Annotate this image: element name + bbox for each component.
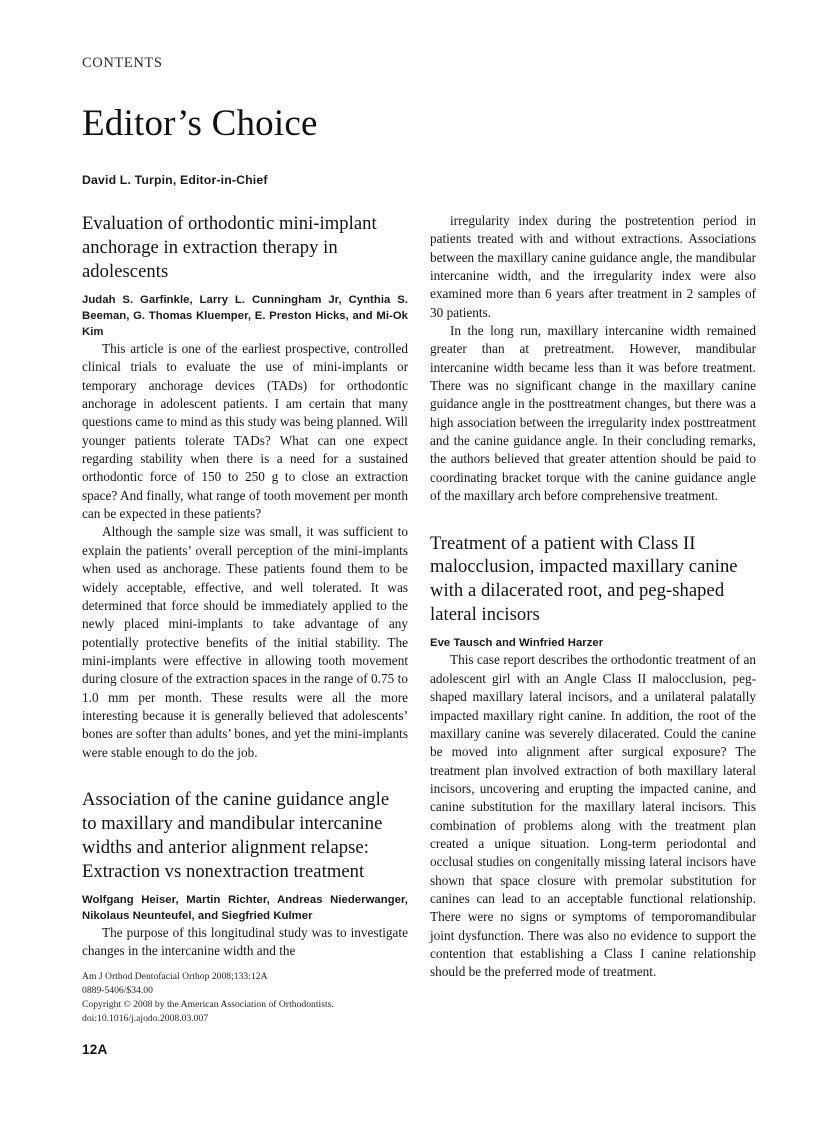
- article-title[interactable]: Treatment of a patient with Class II malocclusion, impacted maxillary canine with a dilacerated root, and peg-shaped lateral incisors: [430, 532, 738, 626]
- column-right: [430, 212, 756, 982]
- article-paragraph: In the long run, maxillary intercanine width remained greater than at pretreatment. However, mandibular intercanine width became less than it was before treatment. There was no significant change in the maxillary canine guidance angle in the posttreatment changes, but there was a high association between the irregularity index posttreatment and the canine guidance angle. In their concluding remarks, the authors believed that greater attention should be paid to coordinating bracket torque with the canine guidance angle of the maxillary arch before comprehensive treatment.: [430, 323, 756, 504]
- masthead: [82, 56, 762, 187]
- article-paragraph: Although the sample size was small, it was sufficient to explain the patients’ overall perception of the mini-implants when used as anchorage. These patients found them to be widely acceptable, effective, and well tolerated. It was determined that force should be immediately applied to the newly placed mini-implants to take advantage of any potentially protective benefits of the initial stability. The mini-implants were effective in allowing tooth movement during closure of the extraction spaces in the range of 0.75 to 1.0 mm per month. These results were all the more interesting because it is generally believed that adolescents’ bones are softer than adults’ bones, and yet the mini-implants were stable enough to do the job.: [82, 524, 408, 760]
- citation-issn: 0889-5406/$34.00: [82, 985, 153, 996]
- article-paragraph: This case report describes the orthodontic treatment of an adolescent girl with an Angle Class II malocclusion, peg-shaped maxillary lateral incisors, and a unilateral palatally impacted maxillary right canine. In addition, the root of the maxillary canine was severely dilacerated. Could the canine be moved into alignment after surgical exposure? The treatment plan involved extraction of both maxillary lateral incisors, uncovering and erupting the impacted canine, and canine substitution for the maxillary lateral incisors. This combination of problems along with the treatment plan created a unique situation. Long-term periodontal and occlusal studies on congenitally missing lateral incisors have shown that space closure with premolar substitution for canines can lead to an acceptable functional relationship. There were no signs or symptoms of temporomandibular joint dysfunction. There was also no evidence to support the contention that establishing a Class I canine relationship should be the preferred mode of treatment.: [430, 652, 756, 980]
- article-paragraph: irregularity index during the postretention period in patients treated with and without extractions. Associations between the maxillary canine guidance angle, the mandibular intercanine width, and the irregularity index were also examined more than 6 years after treatment in 2 samples of 30 patients.: [430, 213, 756, 320]
- article-paragraph: The purpose of this longitudinal study was to investigate changes in the intercanine width and the: [82, 924, 408, 959]
- contents-label: CONTENTS: [82, 55, 163, 71]
- page-title: Editor’s Choice: [82, 102, 318, 144]
- article-paragraph: This article is one of the earliest prospective, controlled clinical trials to evaluate the use of mini-implants or temporary anchorage devices (TADs) for orthodontic anchorage in adolescent patients. I am certain that many questions came to mind as this study was being planned. Will younger patients tolerate TADs? What can one expect regarding stability when there is a need for a sustained orthodontic force of 150 to 250 g to close an extraction space? And finally, what range of tooth movement per month can be expected in these patients?: [82, 341, 408, 522]
- article-entry: [430, 532, 756, 982]
- article-entry: [82, 788, 408, 961]
- citation-block: [82, 970, 422, 1026]
- article-entry: [82, 212, 408, 762]
- column-left: [82, 212, 408, 961]
- article-authors: Eve Tausch and Winfried Harzer: [430, 637, 604, 650]
- article-title[interactable]: Evaluation of orthodontic mini-implant anchorage in extraction therapy in adolescents: [82, 213, 377, 282]
- article-authors: Judah S. Garfinkle, Larry L. Cunningham Jr, Cynthia S. Beeman, G. Thomas Kluemper, E. Preston Hicks, and Mi-Ok Kim: [82, 293, 408, 339]
- editor-byline: David L. Turpin, Editor-in-Chief: [82, 172, 268, 187]
- citation-reference: Am J Orthod Dentofacial Orthop 2008;133:12A: [82, 971, 268, 982]
- citation-copyright: Copyright © 2008 by the American Association of Orthodontists.: [82, 999, 334, 1010]
- article-continuation: [430, 212, 756, 506]
- citation-doi: doi:10.1016/j.ajodo.2008.03.007: [82, 1013, 209, 1024]
- article-title[interactable]: Association of the canine guidance angle to maxillary and mandibular intercanine widths and anterior alignment relapse: Extraction vs nonextraction treatment: [82, 788, 390, 882]
- article-authors: Wolfgang Heiser, Martin Richter, Andreas Niederwanger, Nikolaus Neunteufel, and Siegfried Kulmer: [82, 893, 408, 922]
- article-columns: [82, 212, 760, 1042]
- page-number: 12A: [82, 1042, 108, 1057]
